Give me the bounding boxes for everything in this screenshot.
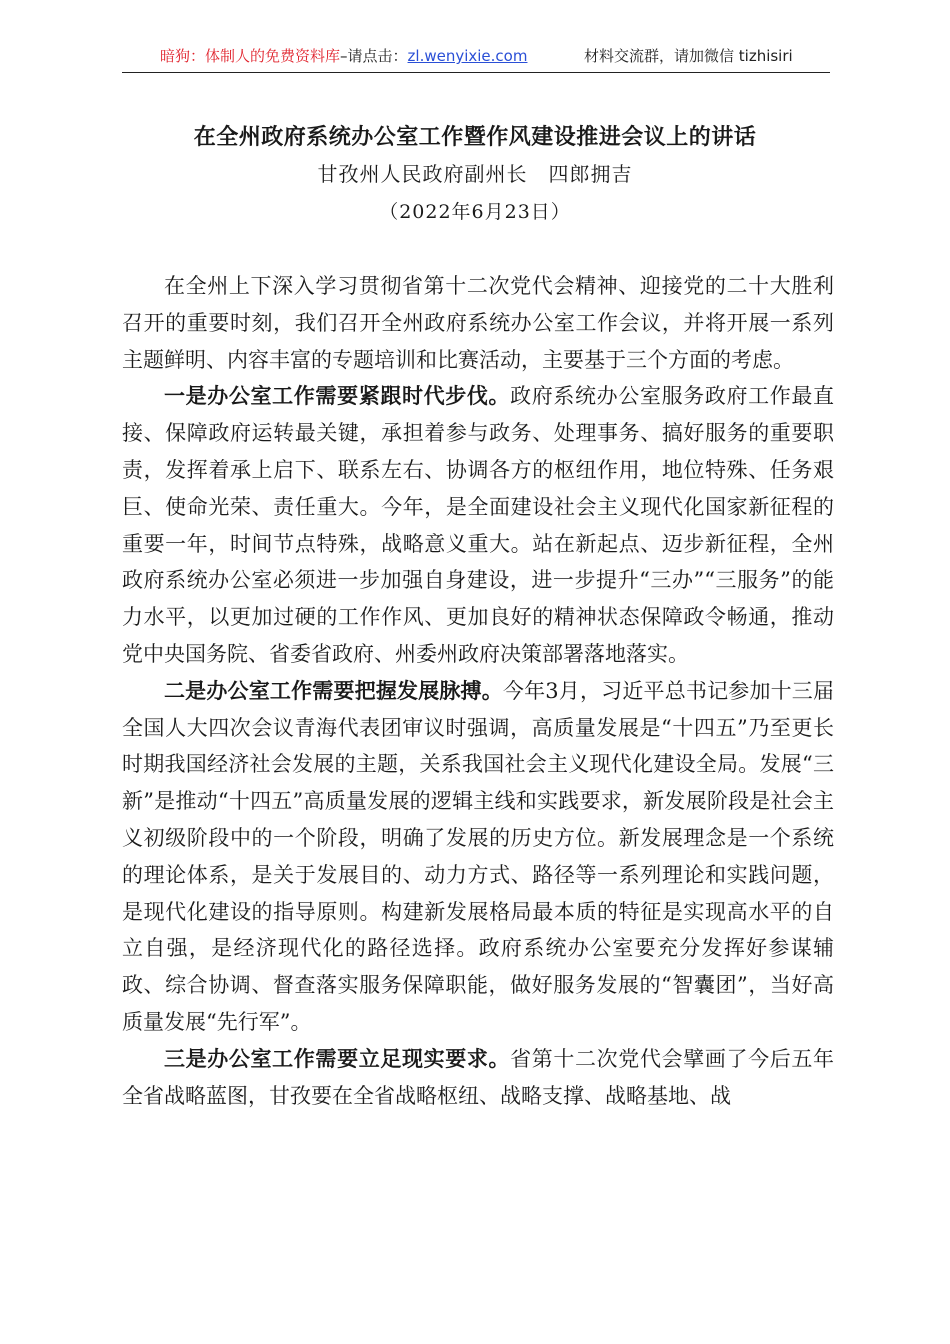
paragraph-lead: 一是办公室工作需要紧跟时代步伐。 <box>164 383 511 409</box>
paragraph-point-2 <box>122 673 834 1041</box>
paragraph-text: 政府系统办公室服务政府工作最直接、保障政府运转最关键，承担着参与政务、处理事务、搞好服务的重要职责，发挥着承上启下、联系左右、协调各方的枢纽作用，地位特殊、任务艰巨、使命光荣、责任重大。今年，是全面建设社会主义现代化国家新征程的重要一年，时间节点特殊，战略意义重大。站在新起点、迈步新征程，全州政府系统办公室必须进一步加强自身建设，进一步提升“三办”“三服务”的能力水平，以更加过硬的工作作风、更加良好的精神状态保障政令畅通，推动党中央国务院、省委省政府、州委州政府决策部署落地落实。 <box>122 384 835 666</box>
paragraph-text: 在全州上下深入学习贯彻省第十二次党代会精神、迎接党的二十大胜利召开的重要时刻，我们召开全州政府系统办公室工作会议，并将开展一系列主题鲜明、内容丰富的专题培训和比赛活动，主要基于三个方面的考虑。 <box>122 274 834 372</box>
header-link[interactable]: zl.wenyixie.com <box>407 47 528 65</box>
paragraph-point-3 <box>122 1041 834 1115</box>
document-body <box>122 268 834 1114</box>
header-prompt: –请点击： <box>340 47 408 65</box>
paragraph-text: 今年3月，习近平总书记参加十三届全国人大四次会议青海代表团审议时强调，高质量发展是“十四五”乃至更长时期我国经济社会发展的主题，关系我国社会主义现代化建设全局。发展“三新”是推动“十四五”高质量发展的逻辑主线和实践要求，新发展阶段是社会主义初级阶段中的一个阶段，明确了发展的历史方位。新发展理念是一个系统的理论体系，是关于发展目的、动力方式、路径等一系列理论和实践问题，是现代化建设的指导原则。构建新发展格局最本质的特征是实现高水平的自立自强，是经济现代化的路径选择。政府系统办公室要充分发挥好参谋辅政、综合协调、督查落实服务保障职能，做好服务发展的“智囊团”，当好高质量发展“先行军”。 <box>122 678 835 1034</box>
header-contact: 材料交流群，请加微信 tizhisiri <box>584 47 793 65</box>
page-header <box>122 44 830 73</box>
paragraph-point-1 <box>122 378 834 672</box>
paragraph-intro <box>122 268 834 378</box>
document-author: 甘孜州人民政府副州长 四郎拥吉 <box>317 162 633 186</box>
header-brand: 暗狗：体制人的免费资料库 <box>160 47 341 65</box>
paragraph-lead: 二是办公室工作需要把握发展脉搏。 <box>164 677 503 703</box>
document-date: （2022年6月23日） <box>379 201 571 223</box>
header-left <box>160 44 527 68</box>
paragraph-lead: 三是办公室工作需要立足现实要求。 <box>164 1045 511 1071</box>
paragraph-text: 省第十二次党代会擘画了今后五年全省战略蓝图，甘孜要在全省战略枢纽、战略支撑、战略基地、战 <box>122 1046 835 1108</box>
document-title: 在全州政府系统办公室工作暨作风建设推进会议上的讲话 <box>193 124 757 150</box>
